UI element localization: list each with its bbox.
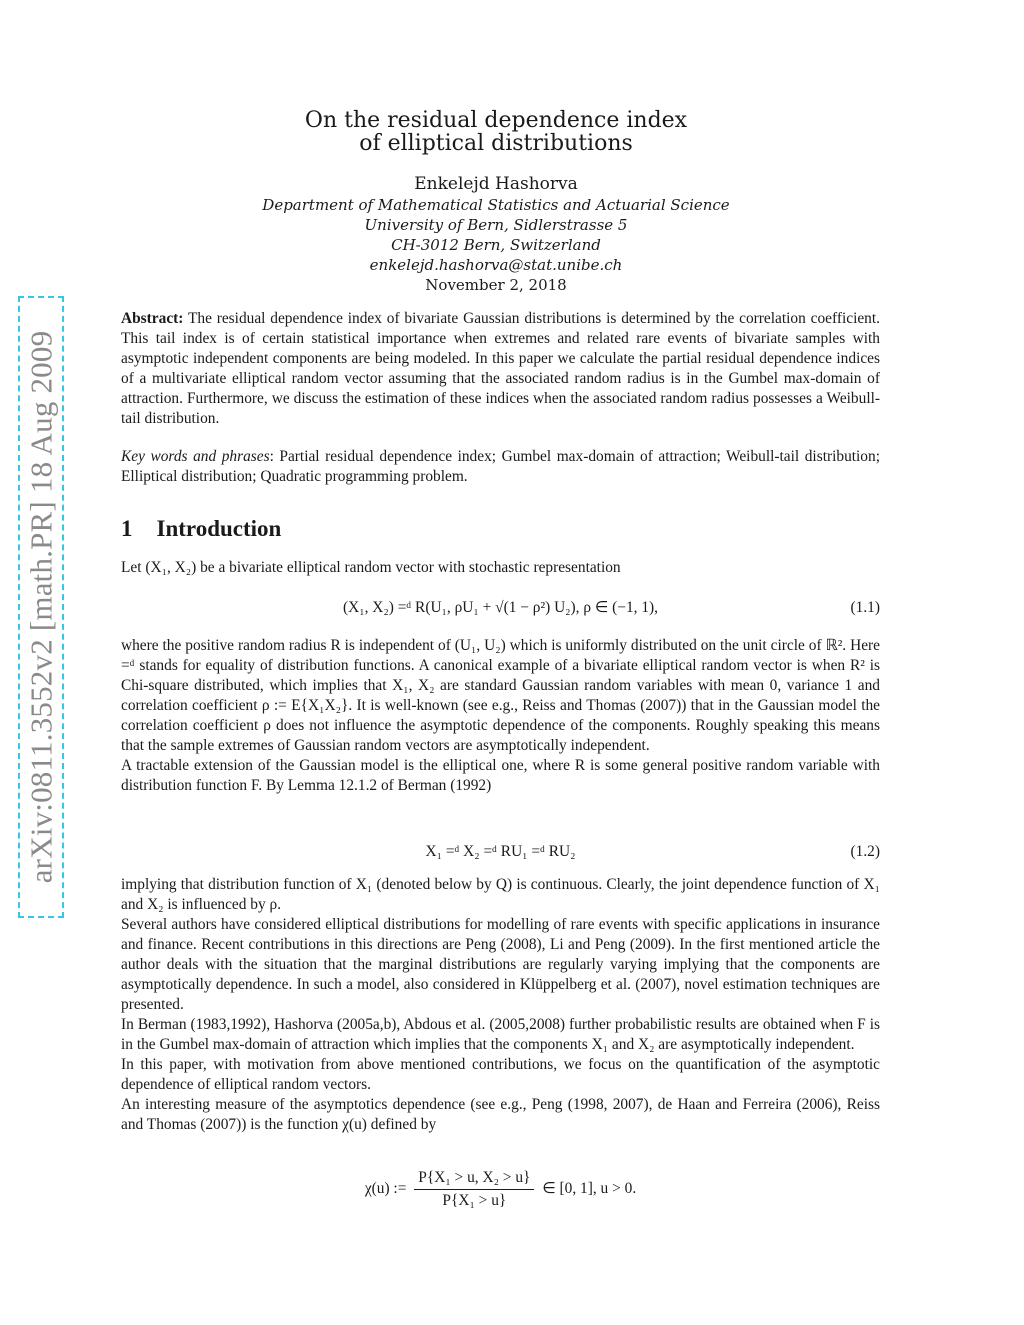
section-title: Introduction — [156, 516, 282, 541]
equation-1-2 — [121, 836, 880, 868]
author-university: University of Bern, Sidlerstrasse 5 — [364, 216, 628, 234]
equation-chi-numerator: P{X₁ > u, X₂ > u} — [414, 1167, 534, 1190]
abstract-text: The residual dependence index of bivariate Gaussian distributions is determined by the correlation coefficient. This tail index is of certain statistical importance when extremes and related rare events of bivariate samples with asymptotic independent components are being modeled. In this paper we calculate the partial residual dependence indices of a multivariate elliptical random vector assuming that the associated random radius is in the Gumbel max-domain of attraction. Furthermore, we discuss the estimation of these indices when the associated random radius possesses a Weibull-tail distribution. — [121, 310, 880, 427]
author-department: Department of Mathematical Statistics and Actuarial Science — [262, 196, 730, 214]
equation-1-1 — [121, 592, 880, 624]
equation-chi-body — [121, 1164, 880, 1214]
paragraph-1: where the positive random radius R is independent of (U₁, U₂) which is uniformly distributed on the unit circle of ℝ². Here =ᵈ stands for equality of distribution functions. A canonical example of a bivariate elliptical random vector is when R² is Chi-square distributed, which implies that X₁, X₂ are standard Gaussian random variables with mean 0, variance 1 and correlation coefficient ρ := E{X₁X₂}. It is well-known (see e.g., Reiss and Thomas (2007)) that in the Gaussian model the correlation coefficient ρ does not influence the asymptotic dependence of the components. Roughly speaking this means that the sample extremes of Gaussian random vectors are asymptotically independent. — [121, 637, 880, 754]
abstract-label: Abstract: — [121, 310, 184, 327]
keywords — [121, 447, 880, 487]
paragraph-6: In this paper, with motivation from above mentioned contributions, we focus on the quantification of the asymptotic dependence of elliptical random vectors. — [121, 1056, 880, 1093]
paper-date: November 2, 2018 — [425, 276, 567, 294]
equation-1-1-number: (1.1) — [850, 599, 880, 616]
paragraph-7: An interesting measure of the asymptotics dependence (see e.g., Peng (1998, 2007), de Haan and Ferreira (2006), Reiss and Thomas (2007)) is the function χ(u) defined by — [121, 1096, 880, 1133]
paper-title-line-1: On the residual dependence index — [304, 108, 688, 133]
paragraph-5: In Berman (1983,1992), Hashorva (2005a,b), Abdous et al. (2005,2008) further probabilistic results are obtained when F is in the Gumbel max-domain of attraction which implies that the components X₁ and X₂ are asymptotically independent. — [121, 1016, 880, 1053]
arxiv-identifier-text: arXiv:0811.3552v2 [math.PR] 18 Aug 2009 — [23, 330, 59, 884]
equation-1-2-body: X₁ =ᵈ X₂ =ᵈ RU₁ =ᵈ RU₂ — [425, 843, 576, 860]
keywords-label: Key words and phrases — [121, 448, 270, 465]
body-text-1 — [121, 636, 880, 796]
paragraph-3: implying that distribution function of X₁ (denoted below by Q) is continuous. Clearly, the joint dependence function of X₁ and X₂ is influenced by ρ. — [121, 876, 880, 913]
equation-1-2-number: (1.2) — [850, 843, 880, 860]
body-text-2 — [121, 875, 880, 1135]
paragraph-4: Several authors have considered elliptical distributions for modelling of rare events with specific applications in insurance and finance. Recent contributions in this directions are Peng (2008), Li and Peng (2009). In the first mentioned article the author deals with the situation that the marginal distributions are regularly varying implying that the components are asymptotically dependence. In such a model, also considered in Klüppelberg et al. (2007), novel estimation techniques are presented. — [121, 916, 880, 1013]
equation-1-1-body: (X₁, X₂) =ᵈ R(U₁, ρU₁ + √(1 − ρ²) U₂), ρ ∈ (−1, 1), — [342, 599, 659, 616]
equation-chi-denominator: P{X₁ > u} — [442, 1191, 507, 1209]
paragraph-2: A tractable extension of the Gaussian model is the elliptical one, where R is some general positive random variable with distribution function F. By Lemma 12.1.2 of Berman (1992) — [121, 757, 880, 794]
abstract — [121, 309, 880, 429]
equation-chi-fraction — [414, 1167, 534, 1212]
equation-chi-rhs: ∈ [0, 1], u > 0. — [542, 1180, 637, 1197]
intro-paragraph — [121, 558, 880, 578]
keywords-text: : Partial residual dependence index; Gumbel max-domain of attraction; Weibull-tail distribution; Elliptical distribution; Quadratic programming problem. — [121, 448, 880, 485]
author-city: CH-3012 Bern, Switzerland — [391, 236, 601, 254]
section-heading — [121, 514, 281, 544]
section-number: 1 — [121, 516, 133, 541]
equation-chi-lhs: χ(u) := — [364, 1180, 407, 1197]
arxiv-identifier-stamp[interactable] — [18, 296, 64, 918]
author-name: Enkelejd Hashorva — [414, 174, 578, 194]
equation-chi — [121, 1164, 880, 1214]
author-email[interactable]: enkelejd.hashorva@stat.unibe.ch — [369, 256, 623, 274]
paragraph-intro: Let (X₁, X₂) be a bivariate elliptical random vector with stochastic representation — [121, 559, 621, 576]
paper-title-line-2: of elliptical distributions — [359, 131, 633, 156]
